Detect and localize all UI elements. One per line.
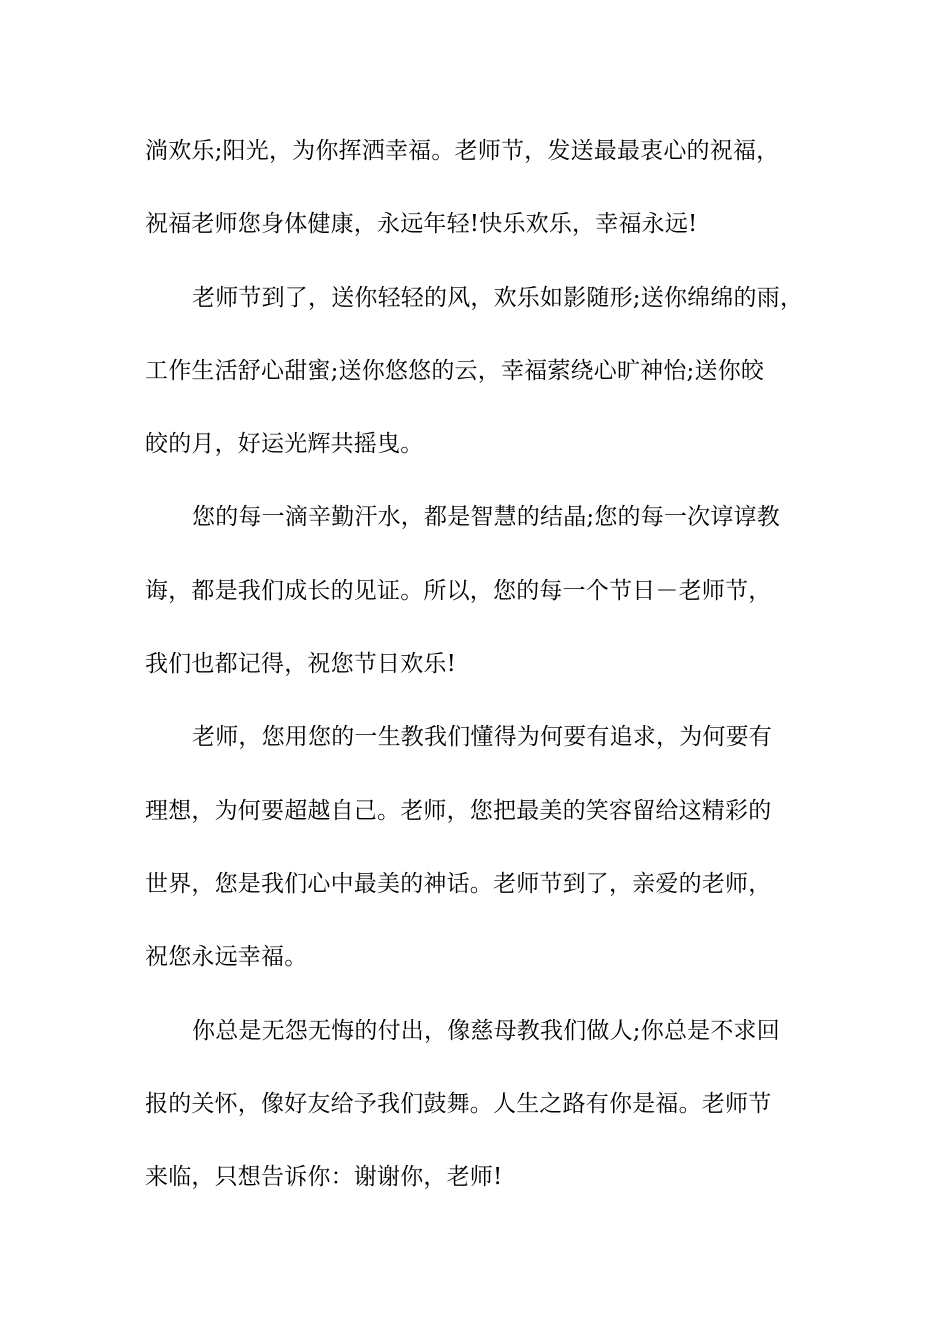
text-line: 老师节到了，送你轻轻的风，欢乐如影随形;送你绵绵的雨，	[192, 284, 804, 311]
text-line: 皎的月，好运光辉共摇曳。	[145, 431, 424, 458]
text-line: 你总是无怨无悔的付出，像慈母教我们做人;你总是不求回	[192, 1017, 780, 1044]
text-line: 世界，您是我们心中最美的神话。老师节到了，亲爱的老师，	[145, 870, 772, 897]
text-line: 我们也都记得，祝您节日欢乐!	[145, 651, 457, 678]
text-line: 老师，您用您的一生教我们懂得为何要有追求，为何要有	[192, 724, 772, 751]
text-line: 祝福老师您身体健康，永远年轻!快乐欢乐，幸福永远!	[145, 211, 698, 238]
text-line: 工作生活舒心甜蜜;送你悠悠的云，幸福萦绕心旷神怡;送你皎	[145, 357, 765, 384]
text-line: 淌欢乐;阳光，为你挥洒幸福。老师节，发送最最衷心的祝福，	[145, 138, 780, 164]
text-line: 诲，都是我们成长的见证。所以，您的每一个节日－老师节，	[145, 577, 772, 604]
text-line: 理想，为何要超越自己。老师，您把最美的笑容留给这精彩的	[145, 797, 772, 824]
document-body	[145, 126, 825, 1225]
text-line: 来临，只想告诉你：谢谢你，老师!	[145, 1164, 503, 1191]
text-line: 您的每一滴辛勤汗水，都是智慧的结晶;您的每一次谆谆教	[192, 504, 780, 531]
text-line: 祝您永远幸福。	[145, 944, 308, 971]
text-line: 报的关怀，像好友给予我们鼓舞。人生之路有你是福。老师节	[145, 1090, 772, 1117]
